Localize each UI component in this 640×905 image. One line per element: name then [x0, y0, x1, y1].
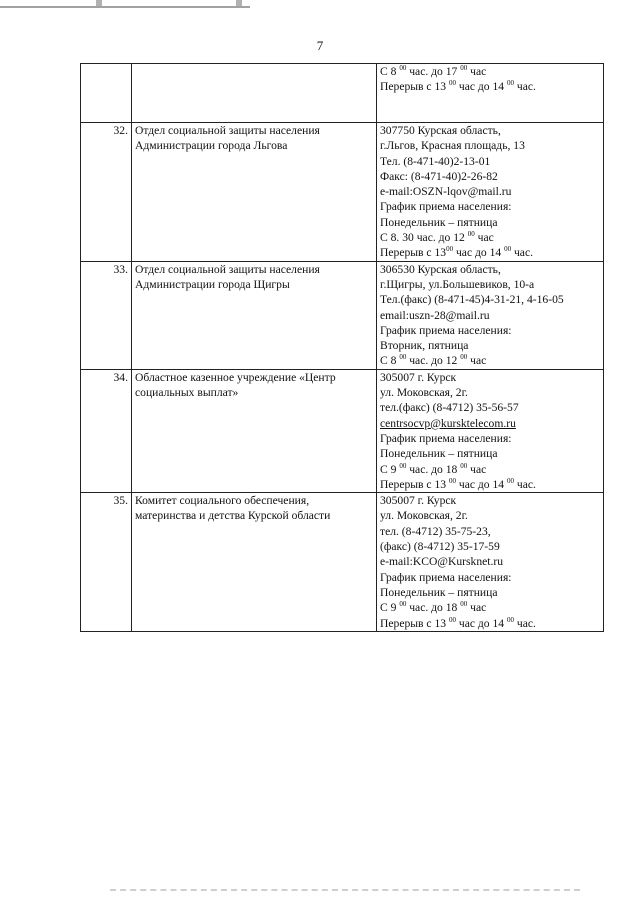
contact-line: Перерыв с 13 $^{00}$ час до 14 $^{00}$ час.	[380, 79, 536, 94]
contact-line: (факс) (8-4712) 35-17-59	[380, 540, 500, 554]
institution-name	[132, 493, 377, 632]
superscript-minutes: 00	[460, 353, 468, 362]
contact-line: С 8 $^{00}$ час. до 17 $^{00}$ час	[380, 64, 487, 78]
table-row	[81, 369, 604, 492]
institution-contacts	[377, 123, 604, 262]
contact-line: ул. Моковская, 2г.	[380, 386, 468, 400]
contact-line: тел.(факс) (8-4712) 35-56-57	[380, 401, 519, 415]
institution-name-line: Комитет социального обеспечения,	[135, 494, 310, 508]
row-number: 35.	[81, 493, 132, 632]
contact-line: Факс: (8-471-40)2-26-82	[380, 169, 498, 183]
institutions-table-body	[81, 64, 604, 632]
superscript-minutes: 00	[506, 79, 514, 88]
institution-name	[132, 64, 377, 123]
institution-name-line: Отдел социальной защиты населения	[135, 262, 320, 276]
scan-artifact-top	[0, 0, 250, 8]
contact-line: 307750 Курская область,	[380, 124, 501, 137]
superscript-minutes: 00	[399, 64, 407, 72]
table-row	[81, 123, 604, 262]
superscript-minutes: 00	[460, 461, 468, 470]
superscript-minutes: 00	[460, 600, 468, 609]
institution-name-line: Администрации города Щигры	[135, 277, 290, 291]
table-row	[81, 493, 604, 632]
contact-line: С 8. 30 час. до 12 $^{00}$ час	[380, 230, 494, 245]
table-row	[81, 64, 604, 123]
institution-name	[132, 123, 377, 262]
contact-line: ул. Моковская, 2г.	[380, 509, 468, 523]
contact-line: e-mail:OSZN-lqov@mail.ru	[380, 185, 512, 199]
page-number: 7	[316, 38, 324, 53]
superscript-minutes: 00	[506, 476, 514, 485]
contact-line: С 8 $^{00}$ час. до 12 $^{00}$ час	[380, 353, 487, 368]
table-row	[81, 261, 604, 369]
row-number: 34.	[81, 369, 132, 492]
contact-line: тел. (8-4712) 35-75-23,	[380, 524, 491, 538]
contact-line: 305007 г. Курск	[380, 370, 457, 384]
contact-line: 305007 г. Курск	[380, 494, 457, 508]
scan-dot	[96, 0, 102, 6]
contact-line: Тел. (8-471-40)2-13-01	[380, 154, 491, 168]
scan-artifact-bottom	[110, 889, 580, 895]
institution-name-line: социальных выплат»	[135, 386, 239, 400]
superscript-minutes: 00	[399, 353, 407, 362]
contact-line: 306530 Курская область,	[380, 262, 501, 276]
contact-line: График приема населения:	[380, 570, 512, 584]
contact-line: С 9 $^{00}$ час. до 18 $^{00}$ час	[380, 461, 487, 476]
contact-line: Перерыв с 13 $^{00}$ час до 14 $^{00}$ час.	[380, 615, 536, 630]
row-number: 32.	[81, 123, 132, 262]
contact-line: e-mail:KCO@Kursknet.ru	[380, 555, 504, 569]
institution-name	[132, 261, 377, 369]
institution-name-line: материнства и детства Курской области	[135, 509, 331, 523]
superscript-minutes: 00	[448, 476, 456, 485]
superscript-minutes: 00	[448, 79, 456, 88]
contact-line: Перерыв с 13 $^{00}$ час до 14 $^{00}$ час.	[380, 476, 536, 491]
contact-line: Вторник, пятница	[380, 339, 469, 353]
superscript-minutes: 00	[446, 245, 454, 254]
contact-line: Тел.(факс) (8-471-45)4-31-21, 4-16-05	[380, 293, 564, 307]
institution-contacts	[377, 261, 604, 369]
institution-contacts	[377, 64, 604, 123]
scan-dot	[236, 0, 242, 6]
institution-name	[132, 369, 377, 492]
superscript-minutes: 00	[399, 600, 407, 609]
institution-contacts	[377, 493, 604, 632]
superscript-minutes: 00	[460, 64, 468, 72]
contact-line: г.Щигры, ул.Большевиков, 10-а	[380, 277, 535, 291]
contact-line: г.Льгов, Красная площадь, 13	[380, 139, 525, 153]
email-link[interactable]: centrsocvp@kursktelecom.ru	[380, 416, 516, 430]
contact-line: Понедельник – пятница	[380, 585, 498, 599]
institution-name-line: Администрации города Льгова	[135, 139, 288, 153]
row-number	[81, 64, 132, 123]
contact-line: График приема населения:	[380, 200, 512, 214]
contact-line: График приема населения:	[380, 323, 512, 337]
superscript-minutes: 00	[504, 245, 512, 254]
superscript-minutes: 00	[448, 615, 456, 624]
institution-contacts	[377, 369, 604, 492]
contact-line: С 9 $^{00}$ час. до 18 $^{00}$ час	[380, 600, 487, 615]
contact-line: Понедельник – пятница	[380, 447, 498, 461]
superscript-minutes: 00	[506, 615, 514, 624]
contact-line: График приема населения:	[380, 431, 512, 445]
contact-line: email:uszn-28@mail.ru	[380, 308, 490, 322]
superscript-minutes: 00	[467, 230, 475, 239]
contact-line: Перерыв с $13^{00}$ час до 14 $^{00}$ час.	[380, 245, 533, 260]
contact-line	[380, 416, 600, 431]
superscript-minutes: 00	[399, 461, 407, 470]
row-number: 33.	[81, 261, 132, 369]
institution-name-line: Отдел социальной защиты населения	[135, 124, 320, 137]
institution-name-line: Областное казенное учреждение «Центр	[135, 370, 336, 384]
institutions-table	[80, 63, 604, 632]
contact-line: Понедельник – пятница	[380, 215, 498, 229]
